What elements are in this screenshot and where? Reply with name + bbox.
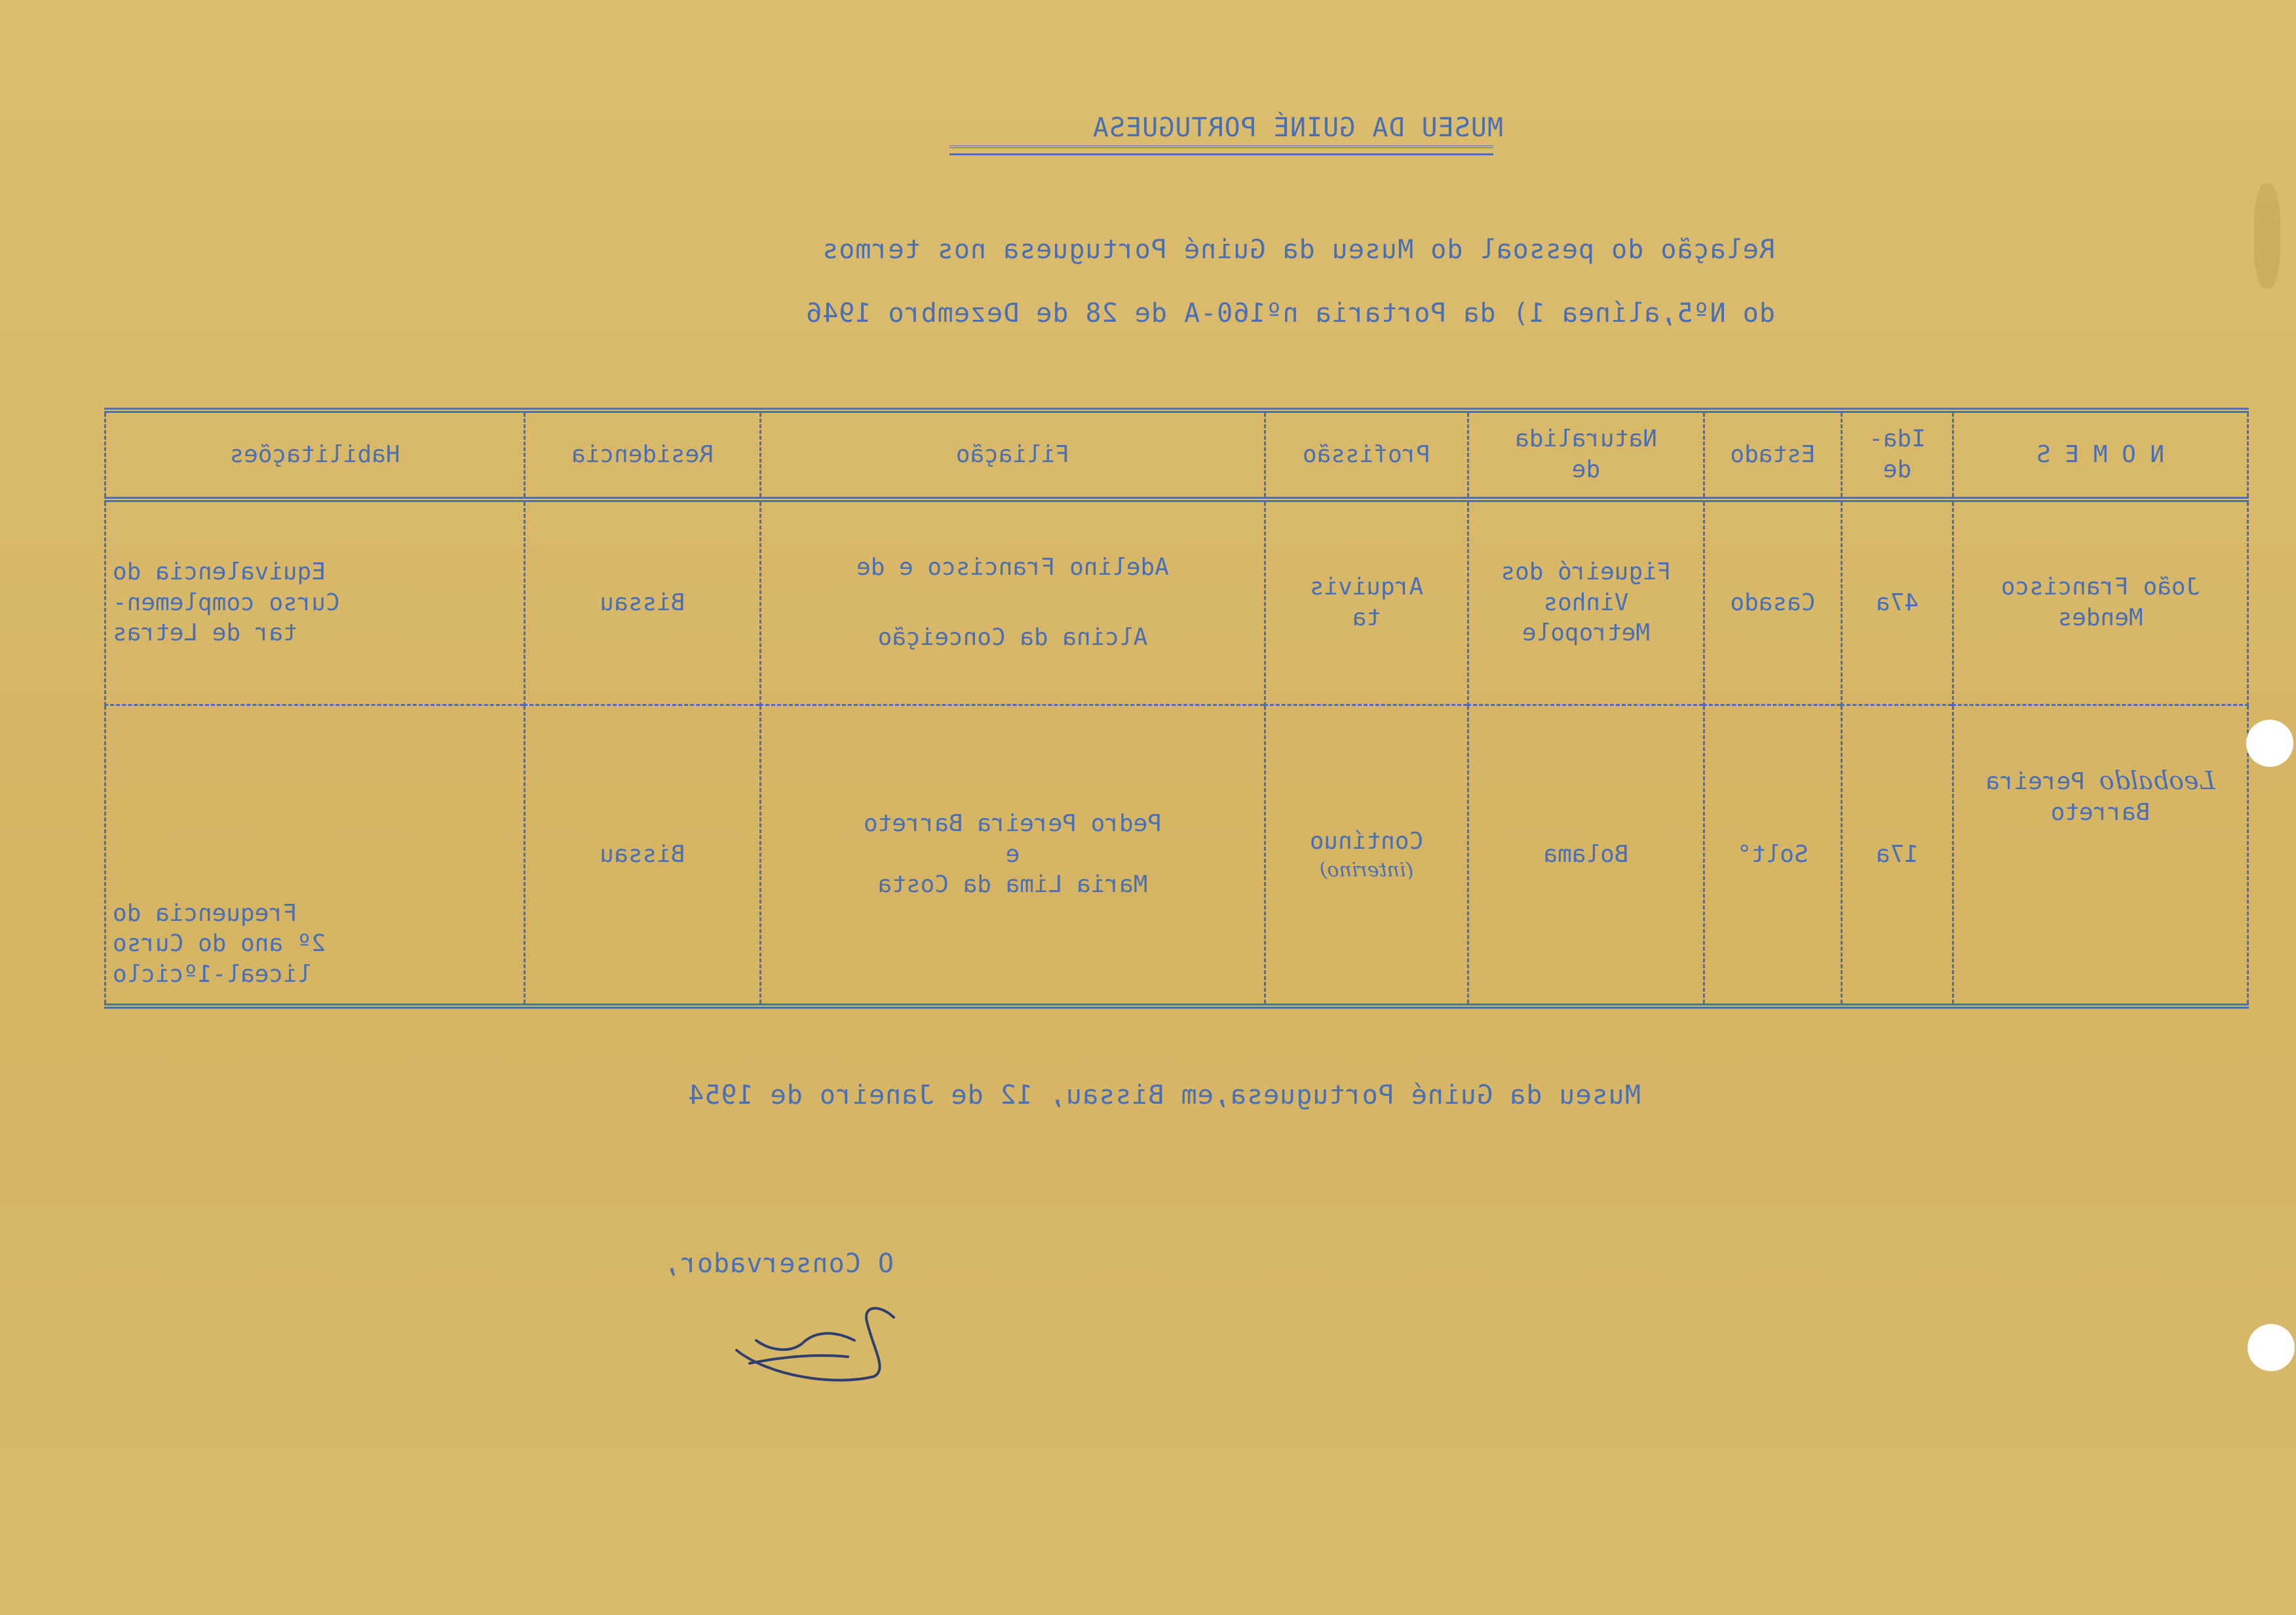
cell-nome: João Francisco Mendes [1953,499,2248,705]
cell-naturalidade: Figueiró dos Vinhos Metropole [1468,499,1704,705]
header-estado: Estado [1704,410,1842,499]
cell-idade: 47a [1842,499,1953,705]
place-date-line: Museu da Guiné Portuguesa,em Bissau, 12 de Janeiro de 1954 [687,1080,1641,1110]
filiacao-mae: Alcina da Conceição [877,624,1148,651]
header-naturalidade: Naturalida de [1468,410,1704,499]
intro-line-2: do Nº5,alínea 1) da Portaria nº160-A de 28 de Dezembro 1946 [805,298,1775,328]
cell-naturalidade: Bolama [1468,705,1704,1007]
intro-line-1: Relação do pessoal do Museu da Guiné Portuguesa nos termos [822,235,1775,265]
filiacao-e: e [1005,840,1020,868]
cell-habilitacoes: Frequencia do 2º ano do Curso liceal-1ºciclo [105,705,525,1007]
filiacao-pai: Adelino Francisco e de [856,554,1169,581]
header-habilitacoes: Habilitações [105,410,525,499]
table-row [105,499,2248,705]
table-row [105,705,2248,1007]
header-nomes: N O M E S [1953,410,2248,499]
cell-filiacao [761,705,1265,1007]
typed-name: Pereira Barreto [1985,768,2151,826]
cell-residencia: Bissau [525,705,761,1007]
staff-table [104,408,2249,1009]
header-profissao: Profissão [1265,410,1468,499]
cell-estado: Casado [1704,499,1842,705]
table-header-row [105,410,2248,499]
document-title: MUSEU DA GUINÉ PORTUGUESA [1092,113,1503,143]
cell-nome [1953,705,2248,1007]
header-residencia: Residencia [525,410,761,499]
punch-hole [2246,720,2293,767]
cell-profissao: Arquivis ta [1265,499,1468,705]
filiacao-mae: Maria Lima da Costa [877,871,1148,899]
cell-idade: 17a [1842,705,1953,1007]
cell-profissao [1265,705,1468,1007]
header-filiacao: Filiação [761,410,1265,499]
cell-habilitacoes: Equivalencia do Curso complemen- tar de Letras [105,499,525,705]
profissao-handwritten: (interino) [1319,858,1414,882]
cell-filiacao [761,499,1265,705]
punch-hole [2248,1324,2295,1371]
filiacao-pai: Pedro Pereira Barreto [863,809,1162,837]
profissao-typed: Contínuo [1309,828,1424,855]
header-idade: Ida- de [1842,410,1953,499]
handwritten-name: Leobaldo [2099,766,2215,795]
title-underline-2 [949,153,1493,155]
cell-estado: Solt° [1704,705,1842,1007]
signature-mark [717,1278,913,1390]
signature-title: O Conservador, [663,1249,894,1279]
cell-residencia: Bissau [525,499,761,705]
